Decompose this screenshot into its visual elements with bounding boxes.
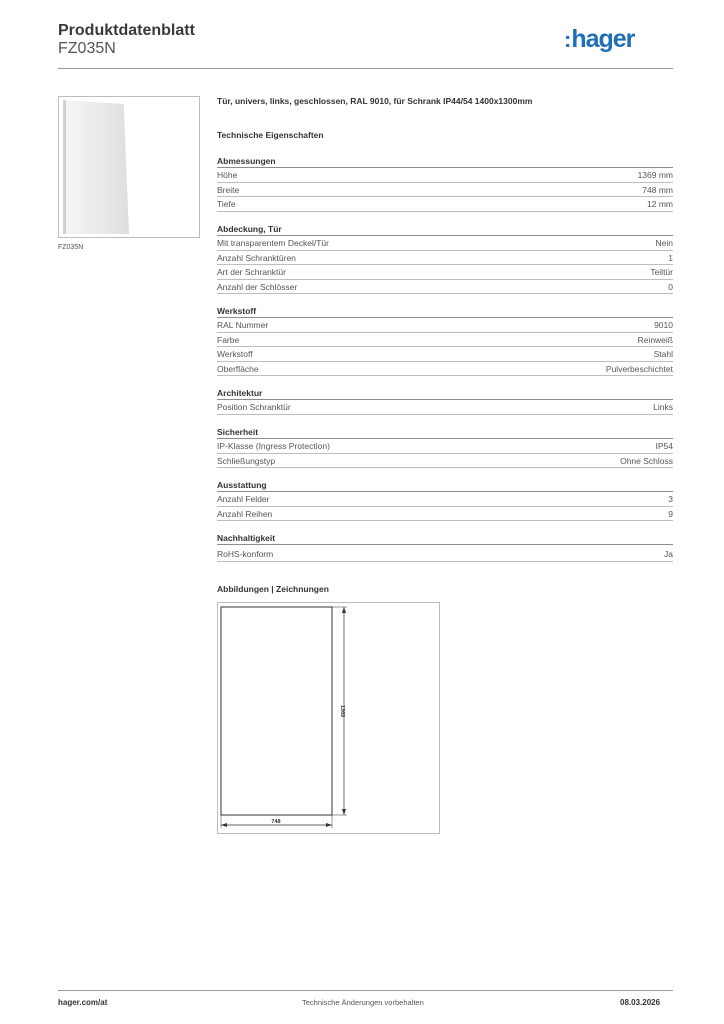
table-row (217, 362, 673, 377)
table-row (217, 347, 673, 362)
row-label: Oberfläche (217, 363, 259, 374)
section-title: Sicherheit (217, 426, 673, 439)
footer-divider (58, 990, 673, 991)
row-label: RoHS-konform (217, 549, 274, 559)
width-arrow-right (326, 823, 332, 827)
row-label: Anzahl der Schlösser (217, 281, 298, 292)
table-row (217, 318, 673, 333)
table-row (217, 183, 673, 198)
row-value: 1 (668, 252, 673, 263)
hager-logo: :hager (564, 25, 635, 53)
footer-note: Technische Änderungen vorbehalten (302, 998, 424, 1007)
table-row (217, 547, 673, 562)
section-ausstattung (217, 479, 673, 521)
row-value: 9010 (654, 320, 673, 330)
row-value: IP54 (655, 441, 673, 451)
page-title: Produktdatenblatt (58, 22, 195, 39)
height-arrow-bottom (342, 809, 346, 815)
product-image-caption: FZ035N (58, 244, 84, 251)
row-label: Höhe (217, 170, 238, 180)
row-value: 748 mm (642, 184, 673, 195)
row-value: Stahl (653, 349, 673, 360)
row-value: Ja (664, 549, 673, 559)
section-architektur (217, 387, 673, 415)
footer-website: hager.com/at (58, 998, 108, 1007)
dimension-drawing-svg (218, 603, 439, 833)
section-werkstoff (217, 305, 673, 376)
row-value: 1369 mm (637, 170, 673, 180)
drawings-title: Abbildungen | Zeichnungen (217, 584, 329, 594)
width-dimension-label: 748 (271, 819, 281, 825)
row-value: Nein (655, 238, 673, 248)
row-label: Art der Schranktür (217, 267, 286, 278)
table-row (217, 439, 673, 454)
width-arrow-left (221, 823, 227, 827)
row-label: Breite (217, 184, 240, 195)
door-picture (63, 100, 129, 234)
section-title: Abdeckung, Tür (217, 223, 673, 236)
table-row (217, 251, 673, 266)
row-value: 12 mm (647, 199, 673, 210)
height-arrow-top (342, 607, 346, 613)
table-row (217, 400, 673, 415)
row-value: 9 (668, 508, 673, 519)
row-value: Links (653, 402, 673, 412)
section-title: Werkstoff (217, 305, 673, 318)
row-label: Anzahl Felder (217, 494, 270, 504)
section-title: Architektur (217, 387, 673, 400)
table-row (217, 333, 673, 348)
row-label: IP-Klasse (Ingress Protection) (217, 441, 330, 451)
footer-date: 08.03.2026 (620, 998, 661, 1007)
table-row (217, 454, 673, 469)
row-value: 3 (668, 494, 673, 504)
row-value: Ohne Schloss (620, 455, 673, 466)
row-label: Mit transparentem Deckel/Tür (217, 238, 329, 248)
door-outline (221, 607, 332, 815)
row-value: Reinweiß (637, 334, 673, 345)
row-label: RAL Nummer (217, 320, 269, 330)
technical-drawing (217, 602, 440, 834)
logo-text: hager (571, 25, 635, 53)
row-label: Tiefe (217, 199, 236, 210)
section-title: Ausstattung (217, 479, 673, 492)
height-dimension-label: 1369 (339, 704, 345, 718)
row-value: 0 (668, 281, 673, 292)
table-row (217, 492, 673, 507)
row-value: Teiltür (650, 267, 673, 278)
table-row (217, 168, 673, 183)
section-sicherheit (217, 426, 673, 468)
technical-properties-title: Technische Eigenschaften (217, 130, 324, 140)
row-label: Schließungstyp (217, 455, 276, 466)
row-value: Pulverbeschichtet (605, 363, 673, 374)
row-label: Position Schranktür (217, 402, 291, 412)
row-label: Anzahl Reihen (217, 508, 273, 519)
table-row (217, 197, 673, 212)
product-image (58, 96, 200, 238)
row-label: Werkstoff (217, 349, 253, 360)
table-row (217, 507, 673, 522)
section-nachhaltigkeit (217, 532, 673, 562)
door-edge-shadow (63, 100, 66, 234)
table-row (217, 265, 673, 280)
section-title: Abmessungen (217, 155, 673, 168)
table-row (217, 280, 673, 295)
row-label: Farbe (217, 334, 240, 345)
table-row (217, 236, 673, 251)
product-code: FZ035N (58, 40, 116, 57)
row-label: Anzahl Schranktüren (217, 252, 296, 263)
section-abmessungen (217, 155, 673, 212)
header-divider (58, 68, 673, 69)
section-abdeckung-tuer (217, 223, 673, 294)
product-description: Tür, univers, links, geschlossen, RAL 9010, für Schrank IP44/54 1400x1300mm (217, 96, 533, 106)
section-title: Nachhaltigkeit (217, 532, 673, 545)
